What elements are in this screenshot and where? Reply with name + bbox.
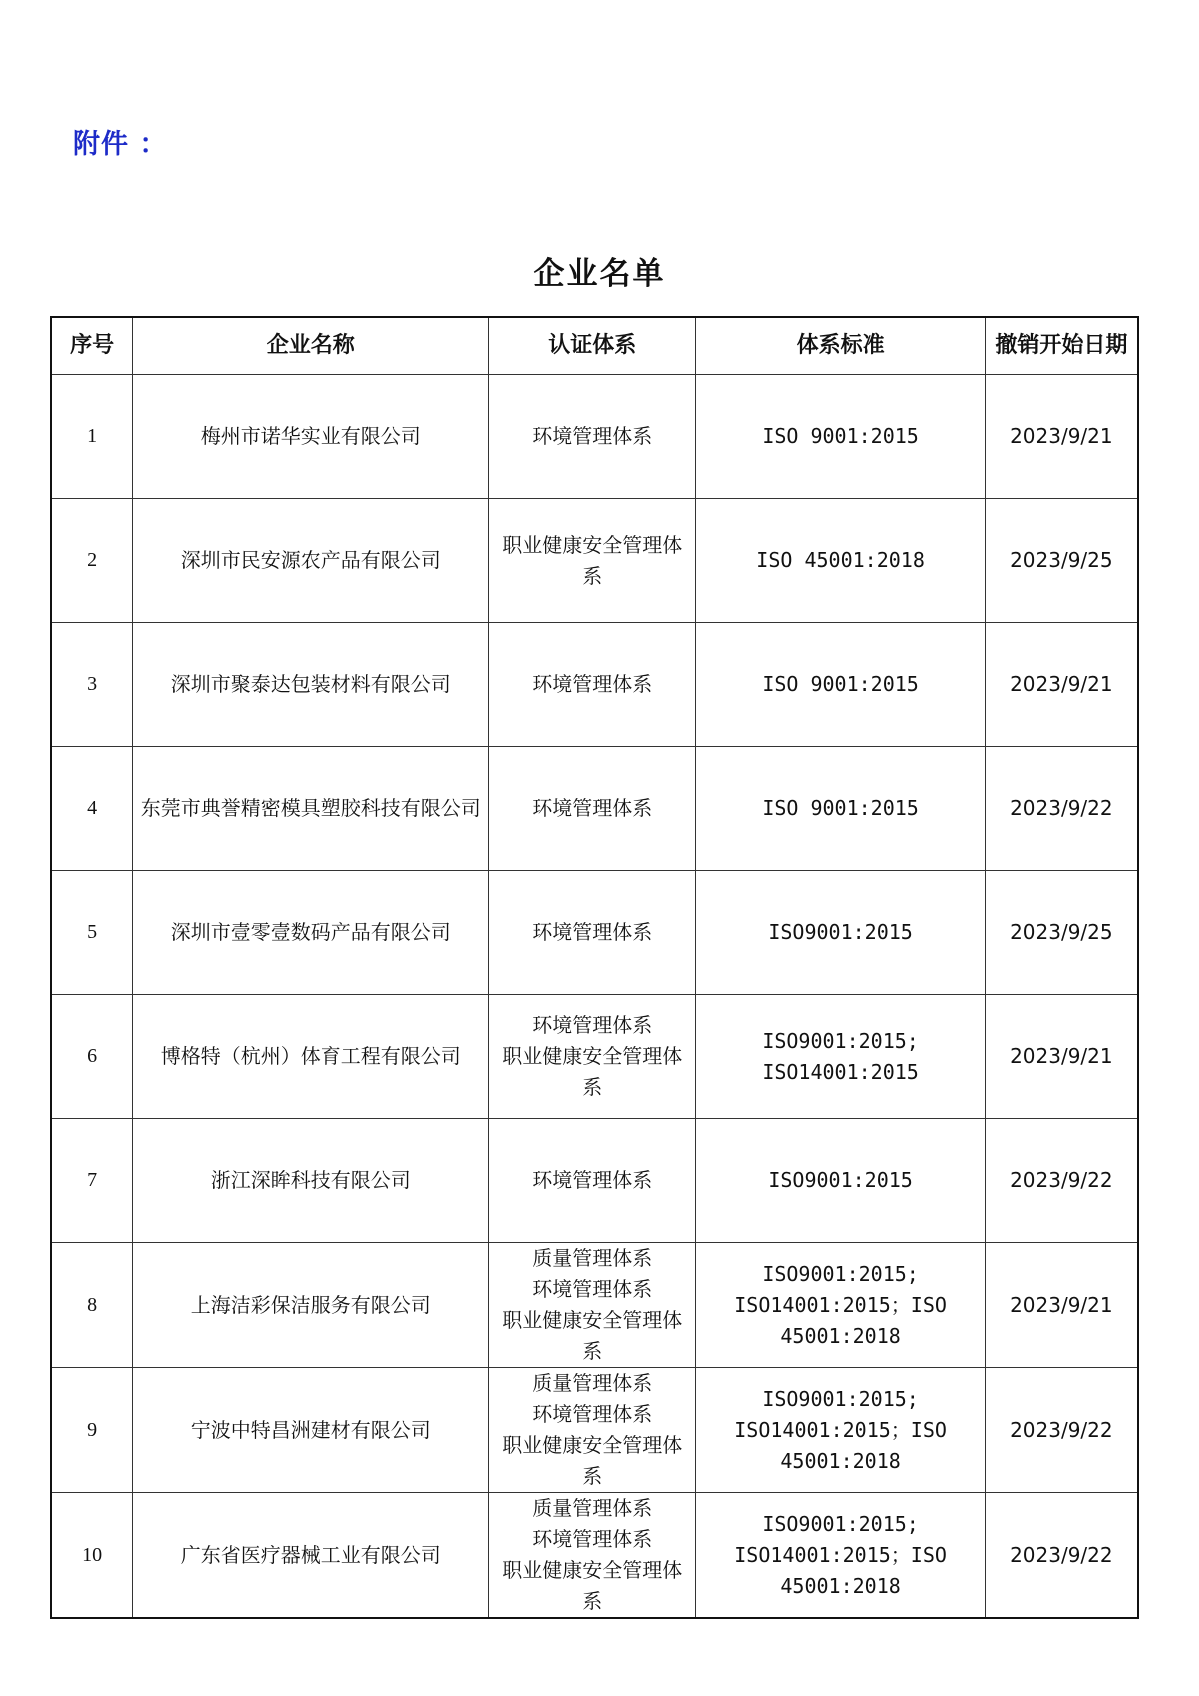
table-row bbox=[51, 623, 1138, 747]
system-standard bbox=[696, 375, 985, 499]
system-line: 环境管理体系 bbox=[532, 920, 653, 944]
system-line: 职业健康安全管理体系 bbox=[502, 532, 683, 588]
standard-line: ISO 9001:2015 bbox=[762, 424, 919, 448]
system-standard bbox=[696, 499, 985, 623]
column-header-number: 序号 bbox=[51, 317, 133, 375]
system-standard bbox=[696, 995, 985, 1119]
revoke-start-date: 2023/9/21 bbox=[985, 1243, 1138, 1368]
table-row bbox=[51, 747, 1138, 871]
system-standard bbox=[696, 747, 985, 871]
system-standard bbox=[696, 871, 985, 995]
row-number: 6 bbox=[51, 995, 133, 1119]
standard-line: ISO9001:2015; bbox=[762, 1261, 919, 1286]
certification-system bbox=[489, 1119, 696, 1243]
row-number: 9 bbox=[51, 1368, 133, 1493]
standard-line: ISO14001:2015；ISO 45001:2018 bbox=[734, 1417, 947, 1473]
standard-line: ISO9001:2015; bbox=[762, 1386, 919, 1411]
table-row bbox=[51, 499, 1138, 623]
revoke-start-date: 2023/9/22 bbox=[985, 1119, 1138, 1243]
revoke-start-date: 2023/9/21 bbox=[985, 623, 1138, 747]
company-name: 深圳市民安源农产品有限公司 bbox=[133, 499, 489, 623]
company-name: 宁波中特昌洲建材有限公司 bbox=[133, 1368, 489, 1493]
revoke-start-date: 2023/9/22 bbox=[985, 1368, 1138, 1493]
revoke-start-date: 2023/9/25 bbox=[985, 871, 1138, 995]
table-row bbox=[51, 1119, 1138, 1243]
row-number: 5 bbox=[51, 871, 133, 995]
revoke-start-date: 2023/9/22 bbox=[985, 1493, 1138, 1619]
system-standard bbox=[696, 1368, 985, 1493]
company-list-table bbox=[50, 316, 1139, 1619]
revoke-start-date: 2023/9/22 bbox=[985, 747, 1138, 871]
certification-system bbox=[489, 747, 696, 871]
document-title: 企业名单 bbox=[533, 256, 666, 292]
certification-system bbox=[489, 871, 696, 995]
table-row bbox=[51, 995, 1138, 1119]
standard-line: ISO9001:2015; bbox=[762, 1511, 919, 1536]
company-name: 深圳市聚泰达包装材料有限公司 bbox=[133, 623, 489, 747]
row-number: 10 bbox=[51, 1493, 133, 1619]
system-standard bbox=[696, 623, 985, 747]
certification-system bbox=[489, 623, 696, 747]
system-line: 环境管理体系 bbox=[532, 1168, 653, 1192]
table-row bbox=[51, 1243, 1138, 1368]
system-line: 职业健康安全管理体系 bbox=[502, 1558, 683, 1613]
table-row bbox=[51, 1493, 1138, 1619]
system-line: 质量管理体系 bbox=[532, 1496, 653, 1520]
attachment-label: 附件 ： bbox=[73, 129, 168, 160]
system-line: 环境管理体系 bbox=[532, 796, 653, 820]
system-standard bbox=[696, 1243, 985, 1368]
column-header-company: 企业名称 bbox=[133, 317, 489, 375]
system-standard bbox=[696, 1493, 985, 1619]
standard-line: ISO 9001:2015 bbox=[762, 672, 919, 696]
system-line: 职业健康安全管理体系 bbox=[502, 1308, 683, 1363]
table-header-row bbox=[51, 317, 1138, 375]
certification-system bbox=[489, 499, 696, 623]
standard-line: ISO9001:2015; bbox=[762, 1028, 919, 1053]
row-number: 7 bbox=[51, 1119, 133, 1243]
system-standard bbox=[696, 1119, 985, 1243]
certification-system bbox=[489, 1243, 696, 1368]
system-line: 环境管理体系 bbox=[532, 1277, 653, 1301]
company-name: 浙江深眸科技有限公司 bbox=[133, 1119, 489, 1243]
standard-line: ISO14001:2015 bbox=[762, 1059, 919, 1084]
company-name: 深圳市壹零壹数码产品有限公司 bbox=[133, 871, 489, 995]
company-name: 博格特（杭州）体育工程有限公司 bbox=[133, 995, 489, 1119]
system-line: 环境管理体系 bbox=[532, 1013, 653, 1037]
row-number: 3 bbox=[51, 623, 133, 747]
revoke-start-date: 2023/9/21 bbox=[985, 995, 1138, 1119]
revoke-start-date: 2023/9/21 bbox=[985, 375, 1138, 499]
system-line: 职业健康安全管理体系 bbox=[502, 1433, 683, 1488]
row-number: 8 bbox=[51, 1243, 133, 1368]
table-row bbox=[51, 1368, 1138, 1493]
row-number: 1 bbox=[51, 375, 133, 499]
certification-system bbox=[489, 995, 696, 1119]
standard-line: ISO 45001:2018 bbox=[756, 548, 925, 572]
company-name: 上海洁彩保洁服务有限公司 bbox=[133, 1243, 489, 1368]
table-row bbox=[51, 871, 1138, 995]
standard-line: ISO14001:2015；ISO 45001:2018 bbox=[734, 1542, 947, 1598]
column-header-revoke-date: 撤销开始日期 bbox=[985, 317, 1138, 375]
row-number: 2 bbox=[51, 499, 133, 623]
row-number: 4 bbox=[51, 747, 133, 871]
system-line: 环境管理体系 bbox=[532, 672, 653, 696]
standard-line: ISO 9001:2015 bbox=[762, 796, 919, 820]
system-line: 环境管理体系 bbox=[532, 1527, 653, 1551]
certification-system bbox=[489, 1493, 696, 1619]
system-line: 质量管理体系 bbox=[532, 1246, 653, 1270]
company-name: 梅州市诺华实业有限公司 bbox=[133, 375, 489, 499]
column-header-system: 认证体系 bbox=[489, 317, 696, 375]
standard-line: ISO14001:2015；ISO 45001:2018 bbox=[734, 1292, 947, 1348]
company-name: 广东省医疗器械工业有限公司 bbox=[133, 1493, 489, 1619]
system-line: 质量管理体系 bbox=[532, 1371, 653, 1395]
company-name: 东莞市典誉精密模具塑胶科技有限公司 bbox=[133, 747, 489, 871]
table-row bbox=[51, 375, 1138, 499]
revoke-start-date: 2023/9/25 bbox=[985, 499, 1138, 623]
standard-line: ISO9001:2015 bbox=[768, 1168, 913, 1192]
certification-system bbox=[489, 375, 696, 499]
system-line: 职业健康安全管理体系 bbox=[502, 1044, 683, 1099]
column-header-standard: 体系标准 bbox=[696, 317, 985, 375]
certification-system bbox=[489, 1368, 696, 1493]
system-line: 环境管理体系 bbox=[532, 424, 653, 448]
system-line: 环境管理体系 bbox=[532, 1402, 653, 1426]
standard-line: ISO9001:2015 bbox=[768, 920, 913, 944]
